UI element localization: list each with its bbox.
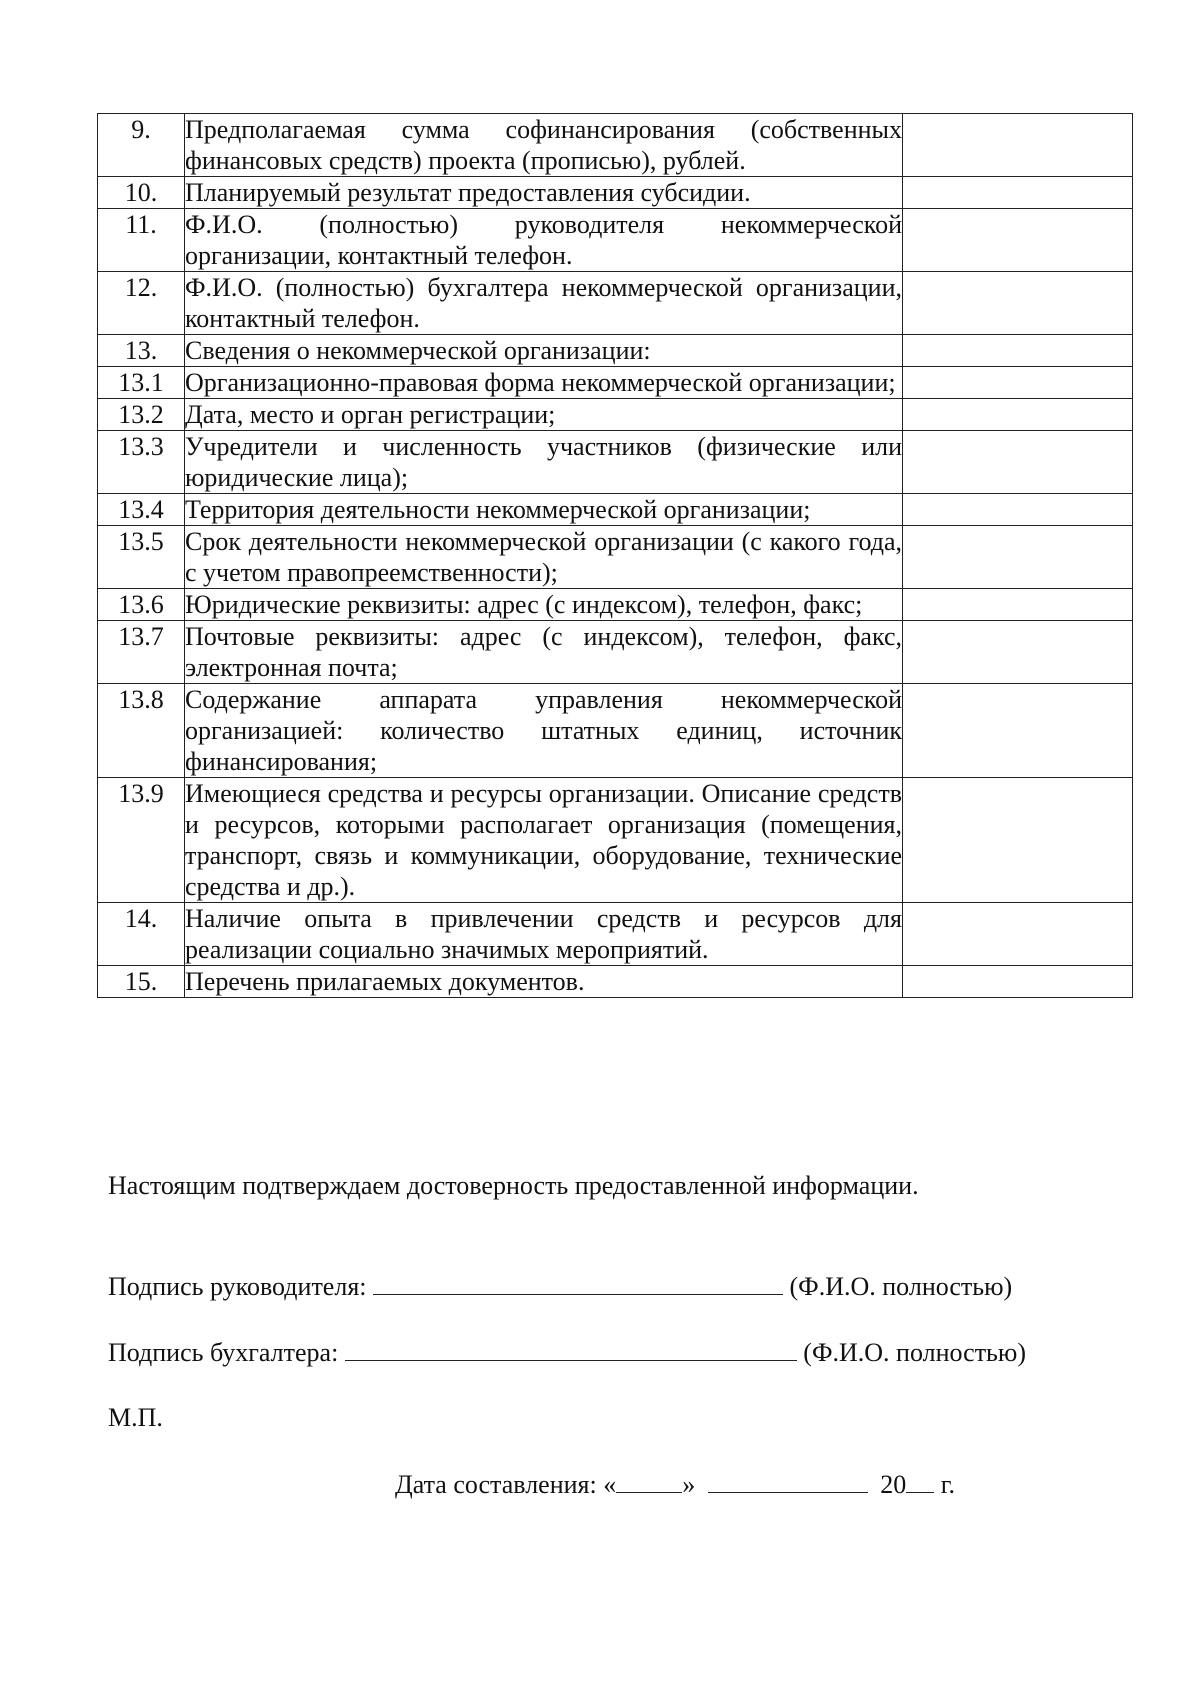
row-value-cell[interactable]: [903, 335, 1133, 367]
row-description: Перечень прилагаемых документов.: [185, 966, 903, 998]
table-row: [98, 589, 1133, 621]
table-row: [98, 526, 1133, 589]
accountant-signature-label: Подпись бухгалтера:: [108, 1338, 339, 1367]
row-number: 11.: [98, 209, 185, 272]
application-form-table: [97, 113, 1133, 998]
row-value-cell[interactable]: [903, 431, 1133, 494]
row-number: 9.: [98, 114, 185, 177]
date-year-field[interactable]: [906, 1468, 934, 1493]
table-row: [98, 209, 1133, 272]
row-number: 13.3: [98, 431, 185, 494]
date-month-field[interactable]: [708, 1468, 868, 1493]
row-description: Срок деятельности некоммерческой организации (с какого года, с учетом правопреемственности);: [185, 527, 902, 587]
row-description: Предполагаемая сумма софинансирования (собственных финансовых средств) проекта (прописью), рублей.: [185, 115, 902, 175]
row-value-cell[interactable]: [903, 399, 1133, 431]
row-value-cell[interactable]: [903, 367, 1133, 399]
row-value-cell[interactable]: [903, 114, 1133, 177]
table-row: [98, 494, 1133, 526]
table-row: [98, 621, 1133, 684]
row-description: Имеющиеся средства и ресурсы организации. Описание средств и ресурсов, которыми располагает организация (помещения, транспорт, связь и коммуникации, оборудование, технические средства и др.).: [185, 779, 902, 901]
table-row: [98, 177, 1133, 209]
head-signature-line: [108, 1270, 1012, 1302]
table-row: [98, 114, 1133, 177]
table-row: [98, 778, 1133, 903]
row-description: Наличие опыта в привлечении средств и ресурсов для реализации социально значимых мероприятий.: [185, 904, 902, 964]
table-row: [98, 272, 1133, 335]
row-number: 10.: [98, 177, 185, 209]
row-number: 12.: [98, 272, 185, 335]
row-description: Сведения о некоммерческой организации:: [185, 335, 903, 367]
row-number: 13.9: [98, 778, 185, 903]
row-description: Почтовые реквизиты: адрес (с индексом), телефон, факс, электронная почта;: [185, 622, 902, 682]
head-signature-label: Подпись руководителя:: [108, 1272, 367, 1301]
row-number: 13.1: [98, 367, 185, 399]
row-value-cell[interactable]: [903, 209, 1133, 272]
row-number: 13.2: [98, 399, 185, 431]
table-row: [98, 903, 1133, 966]
row-description: Учредители и численность участников (физические или юридические лица);: [185, 432, 902, 492]
row-number: 13.5: [98, 526, 185, 589]
stamp-mark: М.П.: [108, 1403, 163, 1432]
row-number: 13.7: [98, 621, 185, 684]
accountant-signature-line: [108, 1336, 1026, 1368]
row-value-cell[interactable]: [903, 966, 1133, 998]
row-value-cell[interactable]: [903, 589, 1133, 621]
row-value-cell[interactable]: [903, 684, 1133, 778]
row-number: 13.: [98, 335, 185, 367]
row-value-cell[interactable]: [903, 177, 1133, 209]
confirmation-text: Настоящим подтверждаем достоверность предоставленной информации.: [108, 1171, 919, 1200]
table-row: [98, 684, 1133, 778]
accountant-signature-suffix: (Ф.И.О. полностью): [803, 1338, 1026, 1367]
row-description: Ф.И.О. (полностью) руководителя некоммерческой организации, контактный телефон.: [185, 210, 902, 270]
row-value-cell[interactable]: [903, 778, 1133, 903]
row-description: Территория деятельности некоммерческой организации;: [185, 494, 903, 526]
row-number: 13.4: [98, 494, 185, 526]
table-row: [98, 966, 1133, 998]
accountant-signature-field[interactable]: [345, 1336, 797, 1361]
row-value-cell[interactable]: [903, 621, 1133, 684]
head-signature-field[interactable]: [373, 1270, 783, 1295]
table-row: [98, 399, 1133, 431]
row-number: 15.: [98, 966, 185, 998]
table-row: [98, 431, 1133, 494]
date-year-suffix: г.: [940, 1470, 955, 1499]
date-close-quote: »: [682, 1470, 696, 1499]
row-value-cell[interactable]: [903, 272, 1133, 335]
row-description: Содержание аппарата управления некоммерческой организацией: количество штатных единиц, источник финансирования;: [185, 685, 902, 776]
row-value-cell[interactable]: [903, 903, 1133, 966]
date-label: Дата составления: «: [395, 1470, 617, 1499]
row-description: Юридические реквизиты: адрес (с индексом), телефон, факс;: [185, 589, 903, 621]
row-description: Дата, место и орган регистрации;: [185, 399, 903, 431]
row-value-cell[interactable]: [903, 526, 1133, 589]
row-number: 13.6: [98, 589, 185, 621]
table-row: [98, 335, 1133, 367]
table-row: [98, 367, 1133, 399]
row-number: 14.: [98, 903, 185, 966]
row-value-cell[interactable]: [903, 494, 1133, 526]
head-signature-suffix: (Ф.И.О. полностью): [789, 1272, 1013, 1301]
row-description: Организационно-правовая форма некоммерческой организации;: [185, 367, 903, 399]
date-year-prefix: 20: [880, 1470, 907, 1499]
row-number: 13.8: [98, 684, 185, 778]
date-line: [395, 1468, 955, 1500]
row-description: Ф.И.О. (полностью) бухгалтера некоммерческой организации, контактный телефон.: [185, 273, 902, 333]
date-day-field[interactable]: [616, 1468, 682, 1493]
row-description: Планируемый результат предоставления субсидии.: [185, 177, 903, 209]
